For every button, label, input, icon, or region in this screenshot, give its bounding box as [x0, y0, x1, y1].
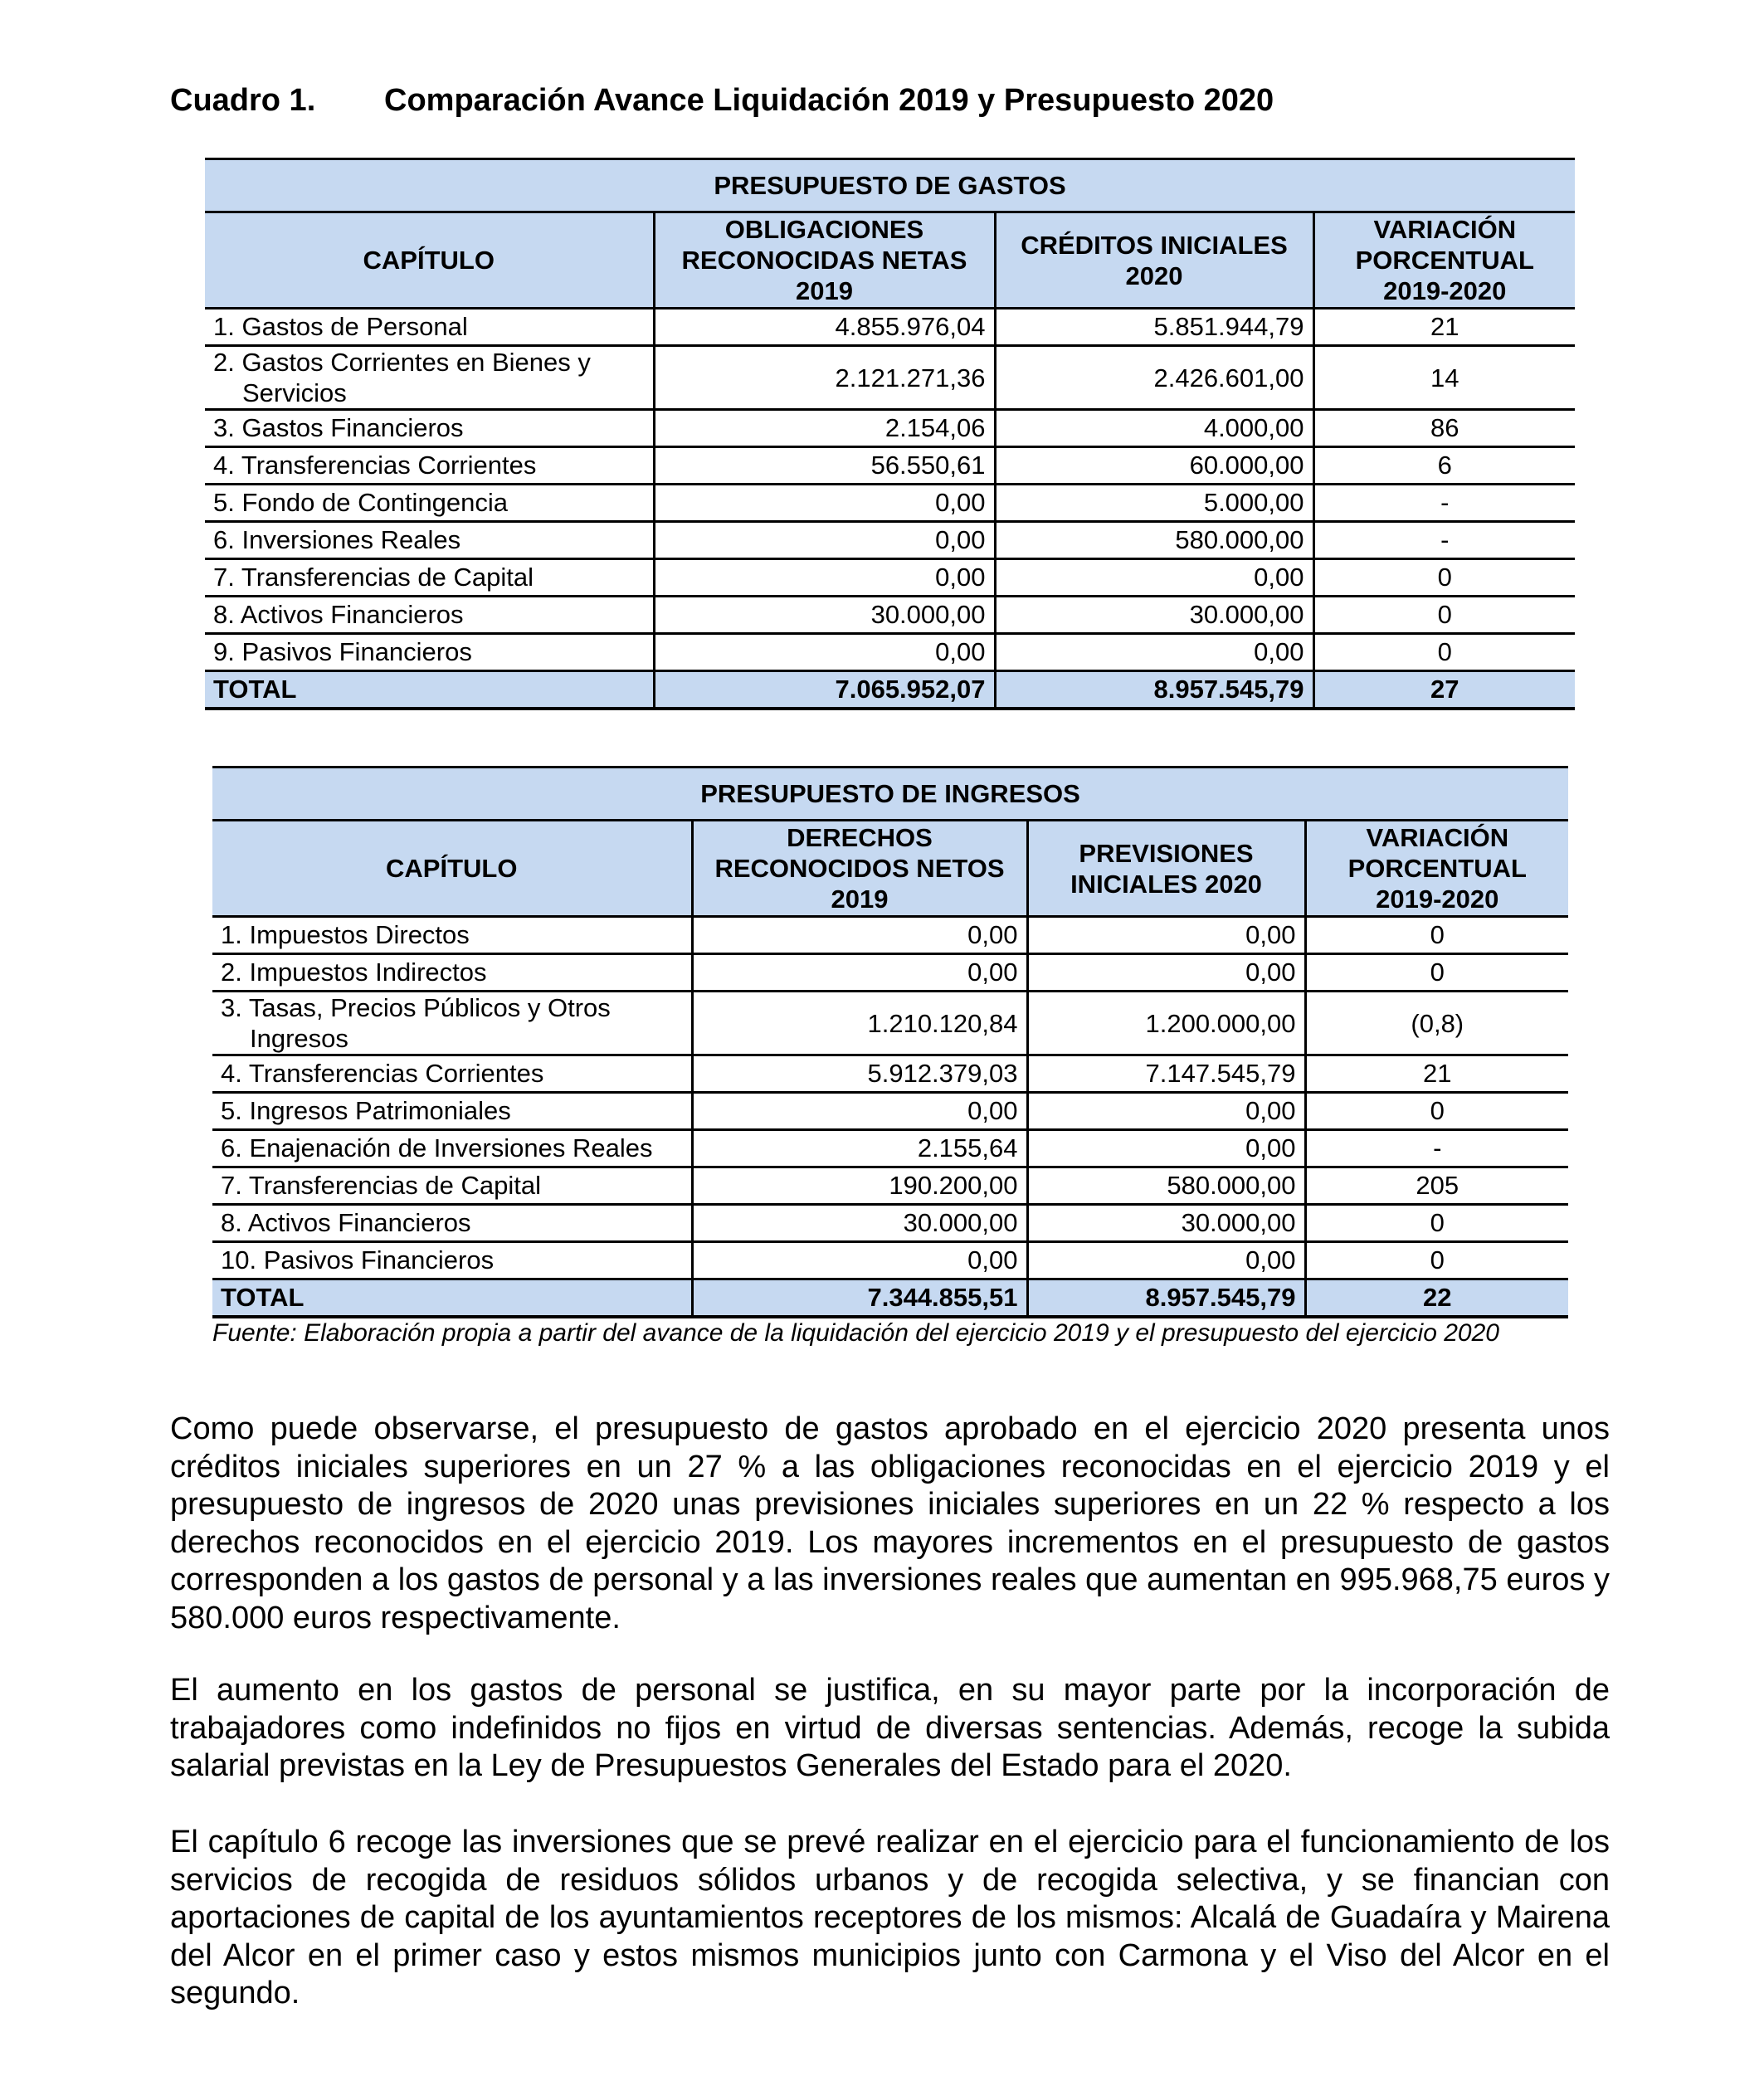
- chapter-label: 1. Gastos de Personal: [213, 312, 468, 341]
- table-row: [205, 559, 1575, 597]
- total-2020-cell: 8.957.545,79: [1027, 1279, 1305, 1317]
- amount-2020-cell: 30.000,00: [1027, 1205, 1305, 1242]
- amount-2020-cell: 7.147.545,79: [1027, 1055, 1305, 1093]
- amount-2020-cell: 580.000,00: [995, 522, 1313, 559]
- table-row: [205, 522, 1575, 559]
- amount-2020-cell: 5.851.944,79: [995, 309, 1313, 346]
- amount-2019-cell: 2.154,06: [654, 410, 995, 447]
- table-heading-number: Cuadro 1.: [170, 83, 316, 118]
- total-row: [212, 1279, 1568, 1317]
- table-heading-text: Comparación Avance Liquidación 2019 y Presupuesto 2020: [384, 83, 1274, 118]
- amount-2020-cell: 0,00: [1027, 1130, 1305, 1167]
- amount-2019-cell: 0,00: [692, 954, 1027, 992]
- variation-cell: 0: [1305, 954, 1568, 992]
- table-row: [212, 917, 1568, 954]
- column-header: CAPÍTULO: [212, 821, 692, 917]
- total-2019-cell: 7.065.952,07: [654, 671, 995, 709]
- chapter-label: 5. Fondo de Contingencia: [213, 488, 509, 517]
- amount-2020-cell: 0,00: [995, 634, 1313, 671]
- chapter-label-continued: Ingresos: [250, 1024, 348, 1053]
- amount-2020-cell: 2.426.601,00: [995, 346, 1313, 410]
- amount-2019-cell: 0,00: [654, 634, 995, 671]
- chapter-label: 6. Inversiones Reales: [213, 525, 461, 554]
- amount-2020-cell: 0,00: [995, 559, 1313, 597]
- table-row: [205, 485, 1575, 522]
- amount-2019-cell: 0,00: [692, 1093, 1027, 1130]
- chapter-cell: [212, 1130, 692, 1167]
- column-header: VARIACIÓN PORCENTUAL 2019-2020: [1305, 821, 1568, 917]
- variation-cell: 205: [1305, 1167, 1568, 1205]
- amount-2019-cell: 2.155,64: [692, 1130, 1027, 1167]
- total-label: TOTAL: [205, 671, 654, 709]
- variation-cell: 0: [1313, 634, 1575, 671]
- variation-cell: 0: [1313, 559, 1575, 597]
- total-row: [205, 671, 1575, 709]
- amount-2020-cell: 580.000,00: [1027, 1167, 1305, 1205]
- amount-2020-cell: 30.000,00: [995, 597, 1313, 634]
- table-row: [205, 346, 1575, 410]
- chapter-label: 2. Gastos Corrientes en Bienes y: [213, 348, 591, 377]
- variation-cell: 0: [1305, 1093, 1568, 1130]
- amount-2020-cell: 0,00: [1027, 1242, 1305, 1279]
- amount-2019-cell: 0,00: [654, 559, 995, 597]
- amount-2019-cell: 190.200,00: [692, 1167, 1027, 1205]
- amount-2020-cell: 0,00: [1027, 917, 1305, 954]
- total-2020-cell: 8.957.545,79: [995, 671, 1313, 709]
- variation-cell: 21: [1305, 1055, 1568, 1093]
- variation-cell: 86: [1313, 410, 1575, 447]
- chapter-label: 8. Activos Financieros: [213, 600, 464, 629]
- chapter-label: 6. Enajenación de Inversiones Reales: [221, 1133, 653, 1162]
- chapter-label: 4. Transferencias Corrientes: [213, 451, 537, 480]
- variation-cell: -: [1305, 1130, 1568, 1167]
- amount-2019-cell: 0,00: [692, 1242, 1027, 1279]
- chapter-cell: [212, 954, 692, 992]
- chapter-cell: [212, 917, 692, 954]
- variation-cell: 14: [1313, 346, 1575, 410]
- chapter-label: 8. Activos Financieros: [221, 1208, 471, 1237]
- table-row: [212, 1093, 1568, 1130]
- chapter-cell: [205, 634, 654, 671]
- chapter-label: 2. Impuestos Indirectos: [221, 958, 487, 987]
- amount-2020-cell: 0,00: [1027, 954, 1305, 992]
- variation-cell: -: [1313, 485, 1575, 522]
- column-header: DERECHOS RECONOCIDOS NETOS 2019: [692, 821, 1027, 917]
- chapter-label: 4. Transferencias Corrientes: [221, 1059, 544, 1088]
- table-row: [212, 1242, 1568, 1279]
- column-header: CAPÍTULO: [205, 212, 654, 309]
- table-row: [205, 447, 1575, 485]
- amount-2019-cell: 4.855.976,04: [654, 309, 995, 346]
- chapter-label: 7. Transferencias de Capital: [213, 563, 534, 592]
- table-row: [205, 597, 1575, 634]
- table-row: [212, 1055, 1568, 1093]
- total-label: TOTAL: [212, 1279, 692, 1317]
- chapter-cell: [212, 992, 692, 1055]
- table-row: [205, 634, 1575, 671]
- total-variation-cell: 22: [1305, 1279, 1568, 1317]
- variation-cell: 21: [1313, 309, 1575, 346]
- chapter-cell: [212, 1093, 692, 1130]
- total-2019-cell: 7.344.855,51: [692, 1279, 1027, 1317]
- chapter-label: 1. Impuestos Directos: [221, 920, 470, 949]
- chapter-label: 10. Pasivos Financieros: [221, 1245, 495, 1274]
- chapter-cell: [212, 1055, 692, 1093]
- amount-2020-cell: 60.000,00: [995, 447, 1313, 485]
- amount-2019-cell: 1.210.120,84: [692, 992, 1027, 1055]
- amount-2019-cell: 2.121.271,36: [654, 346, 995, 410]
- amount-2020-cell: 0,00: [1027, 1093, 1305, 1130]
- chapter-cell: [205, 559, 654, 597]
- variation-cell: (0,8): [1305, 992, 1568, 1055]
- column-header: PREVISIONES INICIALES 2020: [1027, 821, 1305, 917]
- expenses-table-caption: PRESUPUESTO DE GASTOS: [205, 159, 1575, 212]
- chapter-label: 5. Ingresos Patrimoniales: [221, 1096, 511, 1125]
- variation-cell: 0: [1305, 917, 1568, 954]
- column-header: VARIACIÓN PORCENTUAL 2019-2020: [1313, 212, 1575, 309]
- chapter-cell: [205, 597, 654, 634]
- table-row: [205, 410, 1575, 447]
- chapter-label: 3. Gastos Financieros: [213, 413, 464, 442]
- chapter-cell: [212, 1242, 692, 1279]
- amount-2019-cell: 0,00: [654, 522, 995, 559]
- paragraph: Como puede observarse, el presupuesto de gastos aprobado en el ejercicio 2020 presenta unos créditos iniciales superiores en un 27 % a las obligaciones reconocidas en el ejercicio 2019 y el presupuesto de ingresos de 2020 unas previsiones iniciales superiores en un 22 % respecto a los derechos reconocidos en el ejercicio 2019. Los mayores incrementos en el presupuesto de gastos corresponden a los gastos de personal y a las inversiones reales que aumentan en 995.968,75 euros y 580.000 euros respectivamente.: [170, 1411, 1610, 1635]
- table-row: [212, 1130, 1568, 1167]
- amount-2020-cell: 4.000,00: [995, 410, 1313, 447]
- table-row: [212, 1167, 1568, 1205]
- amount-2019-cell: 30.000,00: [692, 1205, 1027, 1242]
- amount-2020-cell: 5.000,00: [995, 485, 1313, 522]
- chapter-cell: [212, 1167, 692, 1205]
- amount-2019-cell: 30.000,00: [654, 597, 995, 634]
- total-variation-cell: 27: [1313, 671, 1575, 709]
- chapter-cell: [205, 346, 654, 410]
- variation-cell: 0: [1313, 597, 1575, 634]
- income-table: [212, 766, 1568, 1318]
- table-row: [212, 954, 1568, 992]
- amount-2020-cell: 1.200.000,00: [1027, 992, 1305, 1055]
- variation-cell: 0: [1305, 1242, 1568, 1279]
- chapter-cell: [205, 447, 654, 485]
- chapter-cell: [205, 410, 654, 447]
- paragraph: El capítulo 6 recoge las inversiones que se prevé realizar en el ejercicio para el funcionamiento de los servicios de recogida de residuos sólidos urbanos y de recogida selectiva, y se financian con aportaciones de capital de los ayuntamientos receptores de los mismos: Alcalá de Guadaíra y Mairena del Alcor en el primer caso y estos mismos municipios junto con Carmona y el Viso del Alcor en el segundo.: [170, 1825, 1610, 2010]
- chapter-cell: [205, 309, 654, 346]
- amount-2019-cell: 0,00: [654, 485, 995, 522]
- variation-cell: 6: [1313, 447, 1575, 485]
- chapter-label: 9. Pasivos Financieros: [213, 637, 472, 666]
- chapter-label-continued: Servicios: [242, 378, 347, 407]
- column-header: CRÉDITOS INICIALES 2020: [995, 212, 1313, 309]
- source-note: Fuente: Elaboración propia a partir del avance de la liquidación del ejercicio 2019 y el presupuesto del ejercicio 2020: [212, 1319, 1499, 1347]
- column-header: OBLIGACIONES RECONOCIDAS NETAS 2019: [654, 212, 995, 309]
- table-row: [212, 992, 1568, 1055]
- amount-2019-cell: 0,00: [692, 917, 1027, 954]
- paragraph: El aumento en los gastos de personal se justifica, en su mayor parte por la incorporación de trabajadores como indefinidos no fijos en virtud de diversas sentencias. Además, recoge la subida salarial previstas en la Ley de Presupuestos Generales del Estado para el 2020.: [170, 1673, 1610, 1783]
- table-row: [205, 309, 1575, 346]
- expenses-table: [205, 158, 1575, 710]
- chapter-cell: [205, 485, 654, 522]
- amount-2019-cell: 56.550,61: [654, 447, 995, 485]
- variation-cell: -: [1313, 522, 1575, 559]
- table-row: [212, 1205, 1568, 1242]
- income-table-caption: PRESUPUESTO DE INGRESOS: [212, 768, 1568, 821]
- variation-cell: 0: [1305, 1205, 1568, 1242]
- chapter-cell: [212, 1205, 692, 1242]
- table-heading: [170, 83, 1274, 119]
- chapter-label: 7. Transferencias de Capital: [221, 1171, 541, 1200]
- chapter-label: 3. Tasas, Precios Públicos y Otros: [221, 993, 611, 1022]
- amount-2019-cell: 5.912.379,03: [692, 1055, 1027, 1093]
- chapter-cell: [205, 522, 654, 559]
